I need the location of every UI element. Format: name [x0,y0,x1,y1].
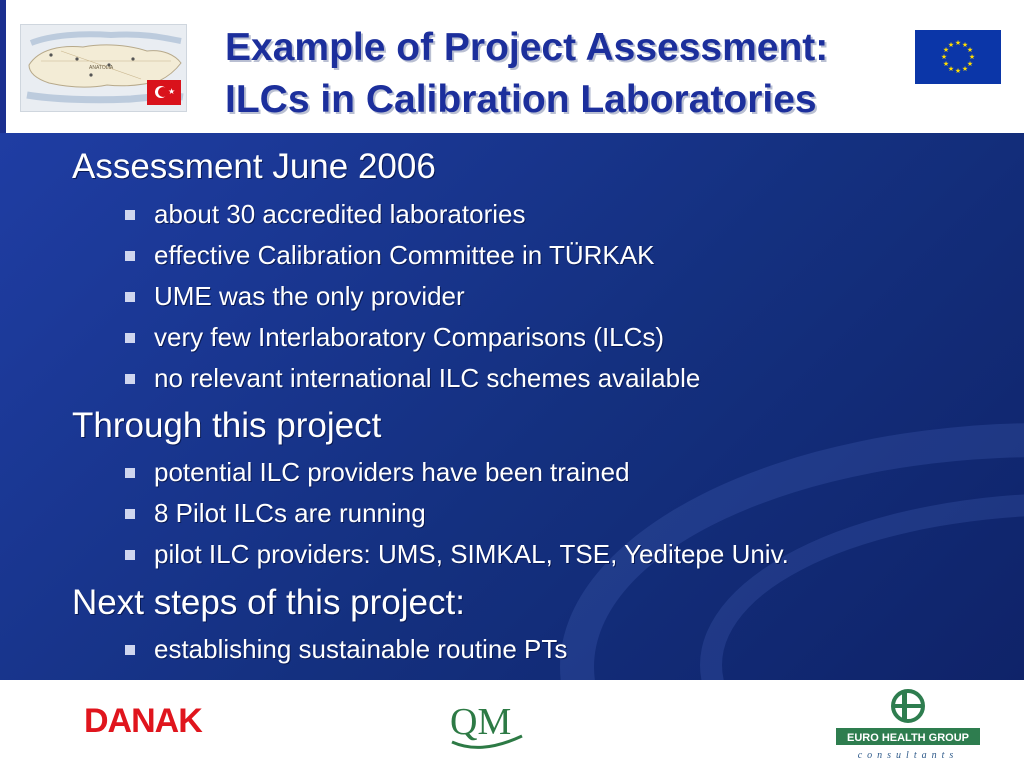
bullet-square-icon [125,509,135,519]
header-left-rule [0,0,6,133]
title-line-1: Example of Project Assessment: [225,26,829,69]
euro-health-group-logo [834,686,982,764]
bullet-item: effective Calibration Committee in TÜRKAK [154,240,655,270]
bullet-item: UME was the only provider [154,281,465,311]
bullet-square-icon [125,251,135,261]
bullet-square-icon [125,210,135,220]
svg-text:★: ★ [940,53,948,61]
bullet-item: establishing sustainable routine PTs [154,634,568,664]
danak-logo: DANAK [84,702,202,740]
section-heading: Through this project [72,406,382,445]
bullet-square-icon [125,468,135,478]
section-heading: Assessment June 2006 [72,147,436,186]
svg-text:★: ★ [961,65,969,73]
qm-logo [446,692,530,754]
svg-text:★: ★ [961,41,969,49]
svg-text:★: ★ [968,53,976,61]
eu-flag-icon [915,30,1001,84]
bullet-square-icon [125,645,135,655]
bullet-item: pilot ILC providers: UMS, SIMKAL, TSE, Yeditepe Univ. [154,539,789,569]
section-heading: Next steps of this project: [72,583,465,622]
title-line-2: ILCs in Calibration Laboratories [225,78,817,121]
slide-body [0,133,1024,680]
svg-text:★: ★ [947,65,955,73]
svg-text:★: ★ [954,39,962,47]
turkey-map-image [20,24,187,112]
ehg-consultants-text: consultants [857,750,959,761]
bullet-item: very few Interlaboratory Comparisons (ILCs) [154,322,665,352]
bullet-square-icon [125,333,135,343]
bullet-square-icon [125,292,135,302]
svg-text:★: ★ [954,67,962,75]
slide-footer [0,680,1024,768]
bullet-square-icon [125,374,135,384]
bullet-item: no relevant international ILC schemes available [154,363,701,393]
content-band [0,133,1024,680]
ehg-logo-graphic [834,686,982,764]
bullet-item: potential ILC providers have been trained [154,457,630,487]
map-region-label: ANATOLIA [89,65,114,71]
slide-title [225,22,905,126]
svg-text:★: ★ [942,60,950,68]
turkey-flag-icon: ★ [147,80,181,105]
bullet-item: 8 Pilot ILCs are running [154,498,426,528]
slide-header [0,0,1024,133]
eu-stars-graphic [915,30,1001,84]
svg-text:★: ★ [966,60,974,68]
svg-text:★: ★ [942,46,950,54]
svg-text:★: ★ [947,41,955,49]
qm-logo-text: QM [450,701,512,743]
bullet-square-icon [125,550,135,560]
qm-logo-graphic [446,692,530,754]
bullet-item: about 30 accredited laboratories [154,199,526,229]
svg-text:★: ★ [966,46,974,54]
ehg-name-text: EURO HEALTH GROUP [846,732,970,744]
